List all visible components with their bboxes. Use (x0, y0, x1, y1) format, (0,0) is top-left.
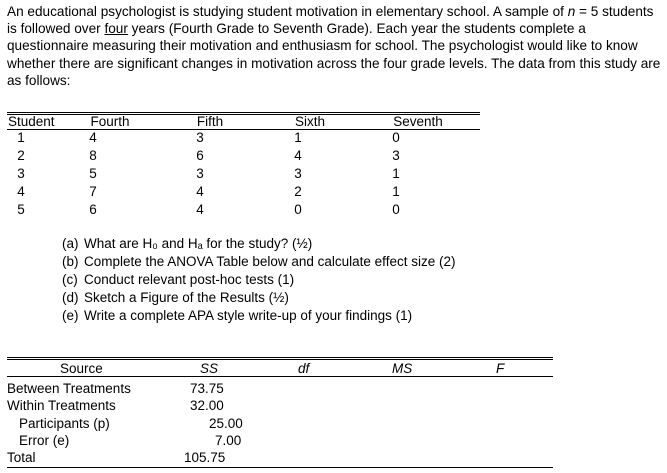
anova-ss-between: 73.75 (190, 381, 224, 396)
cell-fourth: 5 (89, 166, 97, 181)
cell-sixth: 0 (294, 202, 302, 217)
anova-header-ms: MS (392, 361, 413, 376)
cell-seventh: 3 (392, 148, 400, 163)
header-seventh: Seventh (393, 114, 443, 129)
header-fifth: Fifth (196, 114, 224, 129)
question-text-b: Complete the ANOVA Table below and calculate effect size (2) (84, 254, 456, 269)
header-sixth: Sixth (294, 114, 325, 129)
anova-header-ss: SS (200, 361, 219, 376)
anova-header-df: df (298, 361, 310, 376)
anova-source-total: Total (7, 450, 36, 465)
anova-ss-participants: 25.00 (209, 416, 243, 431)
anova-header-f: F (496, 361, 505, 376)
cell-fourth: 8 (89, 148, 97, 163)
anova-source-within: Within Treatments (7, 398, 116, 413)
cell-fifth: 6 (196, 148, 204, 163)
intro-underlined-word: four (104, 21, 128, 37)
cell-sixth: 1 (294, 130, 302, 145)
anova-ss-within: 32.00 (190, 398, 224, 413)
intro-part-1: An educational psychologist is studying student motivation in elementary school. A sample of (7, 4, 568, 19)
anova-source-error: Error (e) (19, 433, 70, 448)
cell-sixth: 4 (294, 148, 302, 163)
cell-student: 2 (17, 148, 25, 163)
problem-statement (7, 3, 662, 89)
cell-fourth: 7 (89, 184, 97, 199)
question-text-a: What are H₀ and Hₐ for the study? (½) (84, 236, 313, 251)
question-label-c: (c) (62, 272, 78, 287)
cell-fifth: 4 (196, 184, 204, 199)
anova-bottom-rule (7, 467, 553, 468)
cell-student: 3 (17, 166, 25, 181)
cell-fourth: 4 (89, 130, 97, 145)
question-label-a: (a) (62, 236, 79, 251)
question-label-d: (d) (62, 290, 79, 305)
cell-student: 5 (17, 202, 25, 217)
sample-size-symbol: n (567, 4, 576, 19)
cell-sixth: 2 (294, 184, 302, 199)
question-text-c: Conduct relevant post-hoc tests (1) (84, 272, 295, 287)
cell-seventh: 1 (392, 184, 400, 199)
header-student: Student (8, 114, 55, 129)
anova-source-between: Between Treatments (7, 381, 131, 396)
cell-student: 1 (17, 130, 25, 145)
intro-part-2: = 5 students is followed over (7, 4, 654, 37)
cell-seventh: 0 (392, 202, 400, 217)
anova-ss-total: 105.75 (184, 450, 226, 465)
anova-top-rule (7, 357, 553, 358)
question-text-d: Sketch a Figure of the Results (½) (84, 290, 289, 305)
cell-seventh: 0 (392, 130, 400, 145)
question-text-e: Write a complete APA style write-up of your findings (1) (84, 308, 413, 323)
question-label-e: (e) (62, 308, 79, 323)
cell-fifth: 3 (196, 166, 204, 181)
anova-source-participants: Participants (p) (19, 416, 110, 431)
cell-fifth: 3 (196, 130, 204, 145)
cell-student: 4 (17, 184, 25, 199)
data-table-top-rule (7, 112, 480, 113)
cell-fourth: 6 (89, 202, 97, 217)
anova-ss-error: 7.00 (215, 433, 242, 448)
question-label-b: (b) (62, 254, 79, 269)
anova-header-source: Source (60, 361, 103, 376)
cell-seventh: 1 (392, 166, 400, 181)
cell-fifth: 4 (196, 202, 204, 217)
cell-sixth: 3 (294, 166, 302, 181)
header-fourth: Fourth (90, 114, 130, 129)
intro-part-3: years (Fourth Grade to Seventh Grade). Each year the students complete a questionnaire measuring their motivation and enthusiasm for school. The psychologist would like to know whether there are significant changes in motivation across the four grade levels. The data from this study are as follows: (7, 21, 661, 88)
anova-top-rule-2 (7, 359, 553, 360)
